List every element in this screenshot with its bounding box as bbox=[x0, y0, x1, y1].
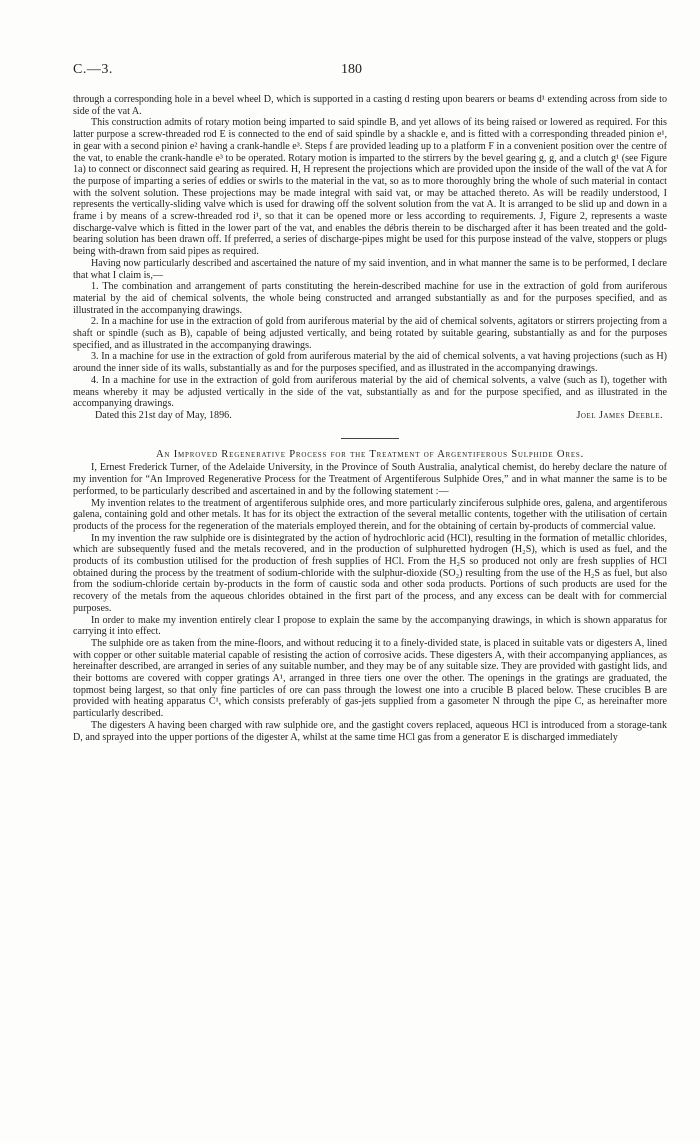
page-reference: C.—3. bbox=[73, 62, 113, 77]
section-title: An Improved Regenerative Process for the Treatment of Argentiferous Sulphide Ores. bbox=[155, 448, 585, 460]
claim-2: 2. In a machine for use in the extraction of gold from auriferous material by the aid of chemical solvents, agitators or stirrers projecting from a shaft or spindle (such as B), capable of being adjusted vertically, and being rotated by suitable gearing, substantially as and for the purposes specified, and as illustrated in the accompanying drawings. bbox=[73, 316, 667, 351]
paragraph: Having now particularly described and ascertained the nature of my said invention, and in what manner the same is to be performed, I declare that what I claim is,— bbox=[73, 257, 667, 281]
dated-line: Dated this 21st day of May, 1896. bbox=[95, 409, 232, 421]
document-body bbox=[73, 94, 667, 743]
paragraph: I, Ernest Frederick Turner, of the Adelaide University, in the Province of South Australia, analytical chemist, do hereby declare the nature of my invention for “An Improved Regenerative Process for the Treatment of Argentiferous Sulphide Ores,” and in what manner the same is to be performed, to be particularly described and ascertained in and by the following statement :— bbox=[73, 462, 667, 497]
claim-4: 4. In a machine for use in the extraction of gold from auriferous material by the aid of chemical solvents, a valve (such as I), together with means whereby it may be adjusted vertically in the side of the vat, substantially as and for the purpose specified, and as illustrated in the accompanying drawings. bbox=[73, 374, 667, 410]
signature: Joel James Deeble. bbox=[576, 409, 663, 421]
page-number: 180 bbox=[341, 62, 362, 77]
section-divider bbox=[341, 438, 399, 439]
date-signature-row bbox=[73, 410, 667, 422]
page-header bbox=[73, 62, 660, 80]
paragraph: In order to make my invention entirely clear I propose to explain the same by the accompanying drawings, in which is shown apparatus for carrying it into effect. bbox=[73, 614, 667, 638]
paragraph: through a corresponding hole in a bevel wheel D, which is supported in a casting d resting upon bearers or beams d¹ extending across from side to side of the vat A. bbox=[73, 94, 667, 117]
paragraph: This construction admits of rotary motion being imparted to said spindle B, and yet allows of its being raised or lowered as required. For this latter purpose a screw-threaded rod E is connected to the end of said spindle by a shackle e, and is fitted with a corresponding threaded pinion e¹, in gear with a second pinion e² having a crank-handle e³. Steps f are provided leading up to a platform F in a convenient position over the centre of the vat, to enable the crank-handle e³ to be operated. Rotary motion is imparted to the stirrers by the bevel gearing g, g, and a clutch g¹ (see Figure 1a) to connect or disconnect said gearing as required. H, H represent the projections which are provided upon the inside of the wall of the vat A for the purpose of imparting a series of eddies or swirls to the material in the vat, so as to more thoroughly bring the whole of such material in contact with the solvent solution. These projections may be made integral with said vat, or may be attached thereto. As will be readily understood, I represents the vertically-sliding valve which is used for drawing off the solvent solution from the vat A. It is arranged to be slid up and down in a frame i by means of a screw-threaded rod i¹, so that it can be opened more or less according to requirements. J, Figure 2, represents a waste discharge-valve which is fitted in the lower part of the vat, and enables the débris therein to be discharged after it has been treated and the gold-bearing solution has been drawn off. If preferred, a series of discharge-pipes might be used for this purpose instead of the valve, stoppers or plugs being with-drawn from said pipes as required. bbox=[73, 117, 667, 258]
paragraph: The digesters A having been charged with raw sulphide ore, and the gastight covers replaced, aqueous HCl is introduced from a storage-tank D, and sprayed into the upper portions of the digester A, whilst at the same time HCl gas from a generator E is discharged immediately bbox=[73, 719, 667, 743]
claim-3: 3. In a machine for use in the extraction of gold from auriferous material by the aid of chemical solvents, a vat having projections (such as H) around the inner side of its walls, substantially as and for the purposes specified, and as illustrated in the accompanying drawings. bbox=[73, 351, 667, 375]
paragraph: In my invention the raw sulphide ore is disintegrated by the action of hydrochloric acid (HCl), resulting in the formation of metallic chlorides, which are subsequently fused and the metals recovered, and in the production of sulphuretted hydrogen (H₂S), which is used as fuel, and the products of its combustion utilised for the production of fresh supplies of HCl. From the H₂S so produced not only are fresh supplies of HCl obtained during the process by the treatment of sodium-chloride with the sulphur-dioxide (SO₂) resulting from the use of the H₂S as fuel, but also from the sodium-chloride certain by-products in the form of caustic soda and other soda products. Portions of such products are used for the recovery of the metals from the aqueous chlorides obtained in the first part of the process, and any excess can be dealt with for commercial purposes. bbox=[73, 532, 667, 614]
paragraph: The sulphide ore as taken from the mine-floors, and without reducing it to a finely-divided state, is placed in suitable vats or digesters A, lined with copper or other suitable material capable of resisting the action of corrosive acids. These digesters A, with their accompanying appliances, as hereinafter described, are arranged in series of any suitable number, and they may be of any suitable size. They are provided with gastight lids, and their bottoms are covered with copper gratings A¹, arranged in three tiers one over the other. The openings in the gratings are graduated, the topmost being largest, so that only fine particles of ore can pass through the lowest one into a crucible B placed below. These crucibles B are provided with heating apparatus C¹, which consists preferably of gas-jets supplied from a gasometer N through the pipe C, as hereinafter more particularly described. bbox=[73, 637, 667, 720]
paragraph: My invention relates to the treatment of argentiferous sulphide ores, and more particularly zinciferous sulphide ores, galena, and argentiferous galena, containing gold and other metals. It has for its object the extraction of the several metallic contents, together with the utilisation of certain products of the process for the regeneration of the materials employed therein, and for the obtaining of certain by-products of commercial value. bbox=[73, 497, 667, 532]
claim-1: 1. The combination and arrangement of parts constituting the herein-described machine for use in the extraction of gold from auriferous material by the aid of chemical solvents, the whole being constructed and arranged substantially as and for the purposes specified, and as illustrated in the accompanying drawings. bbox=[73, 281, 667, 316]
